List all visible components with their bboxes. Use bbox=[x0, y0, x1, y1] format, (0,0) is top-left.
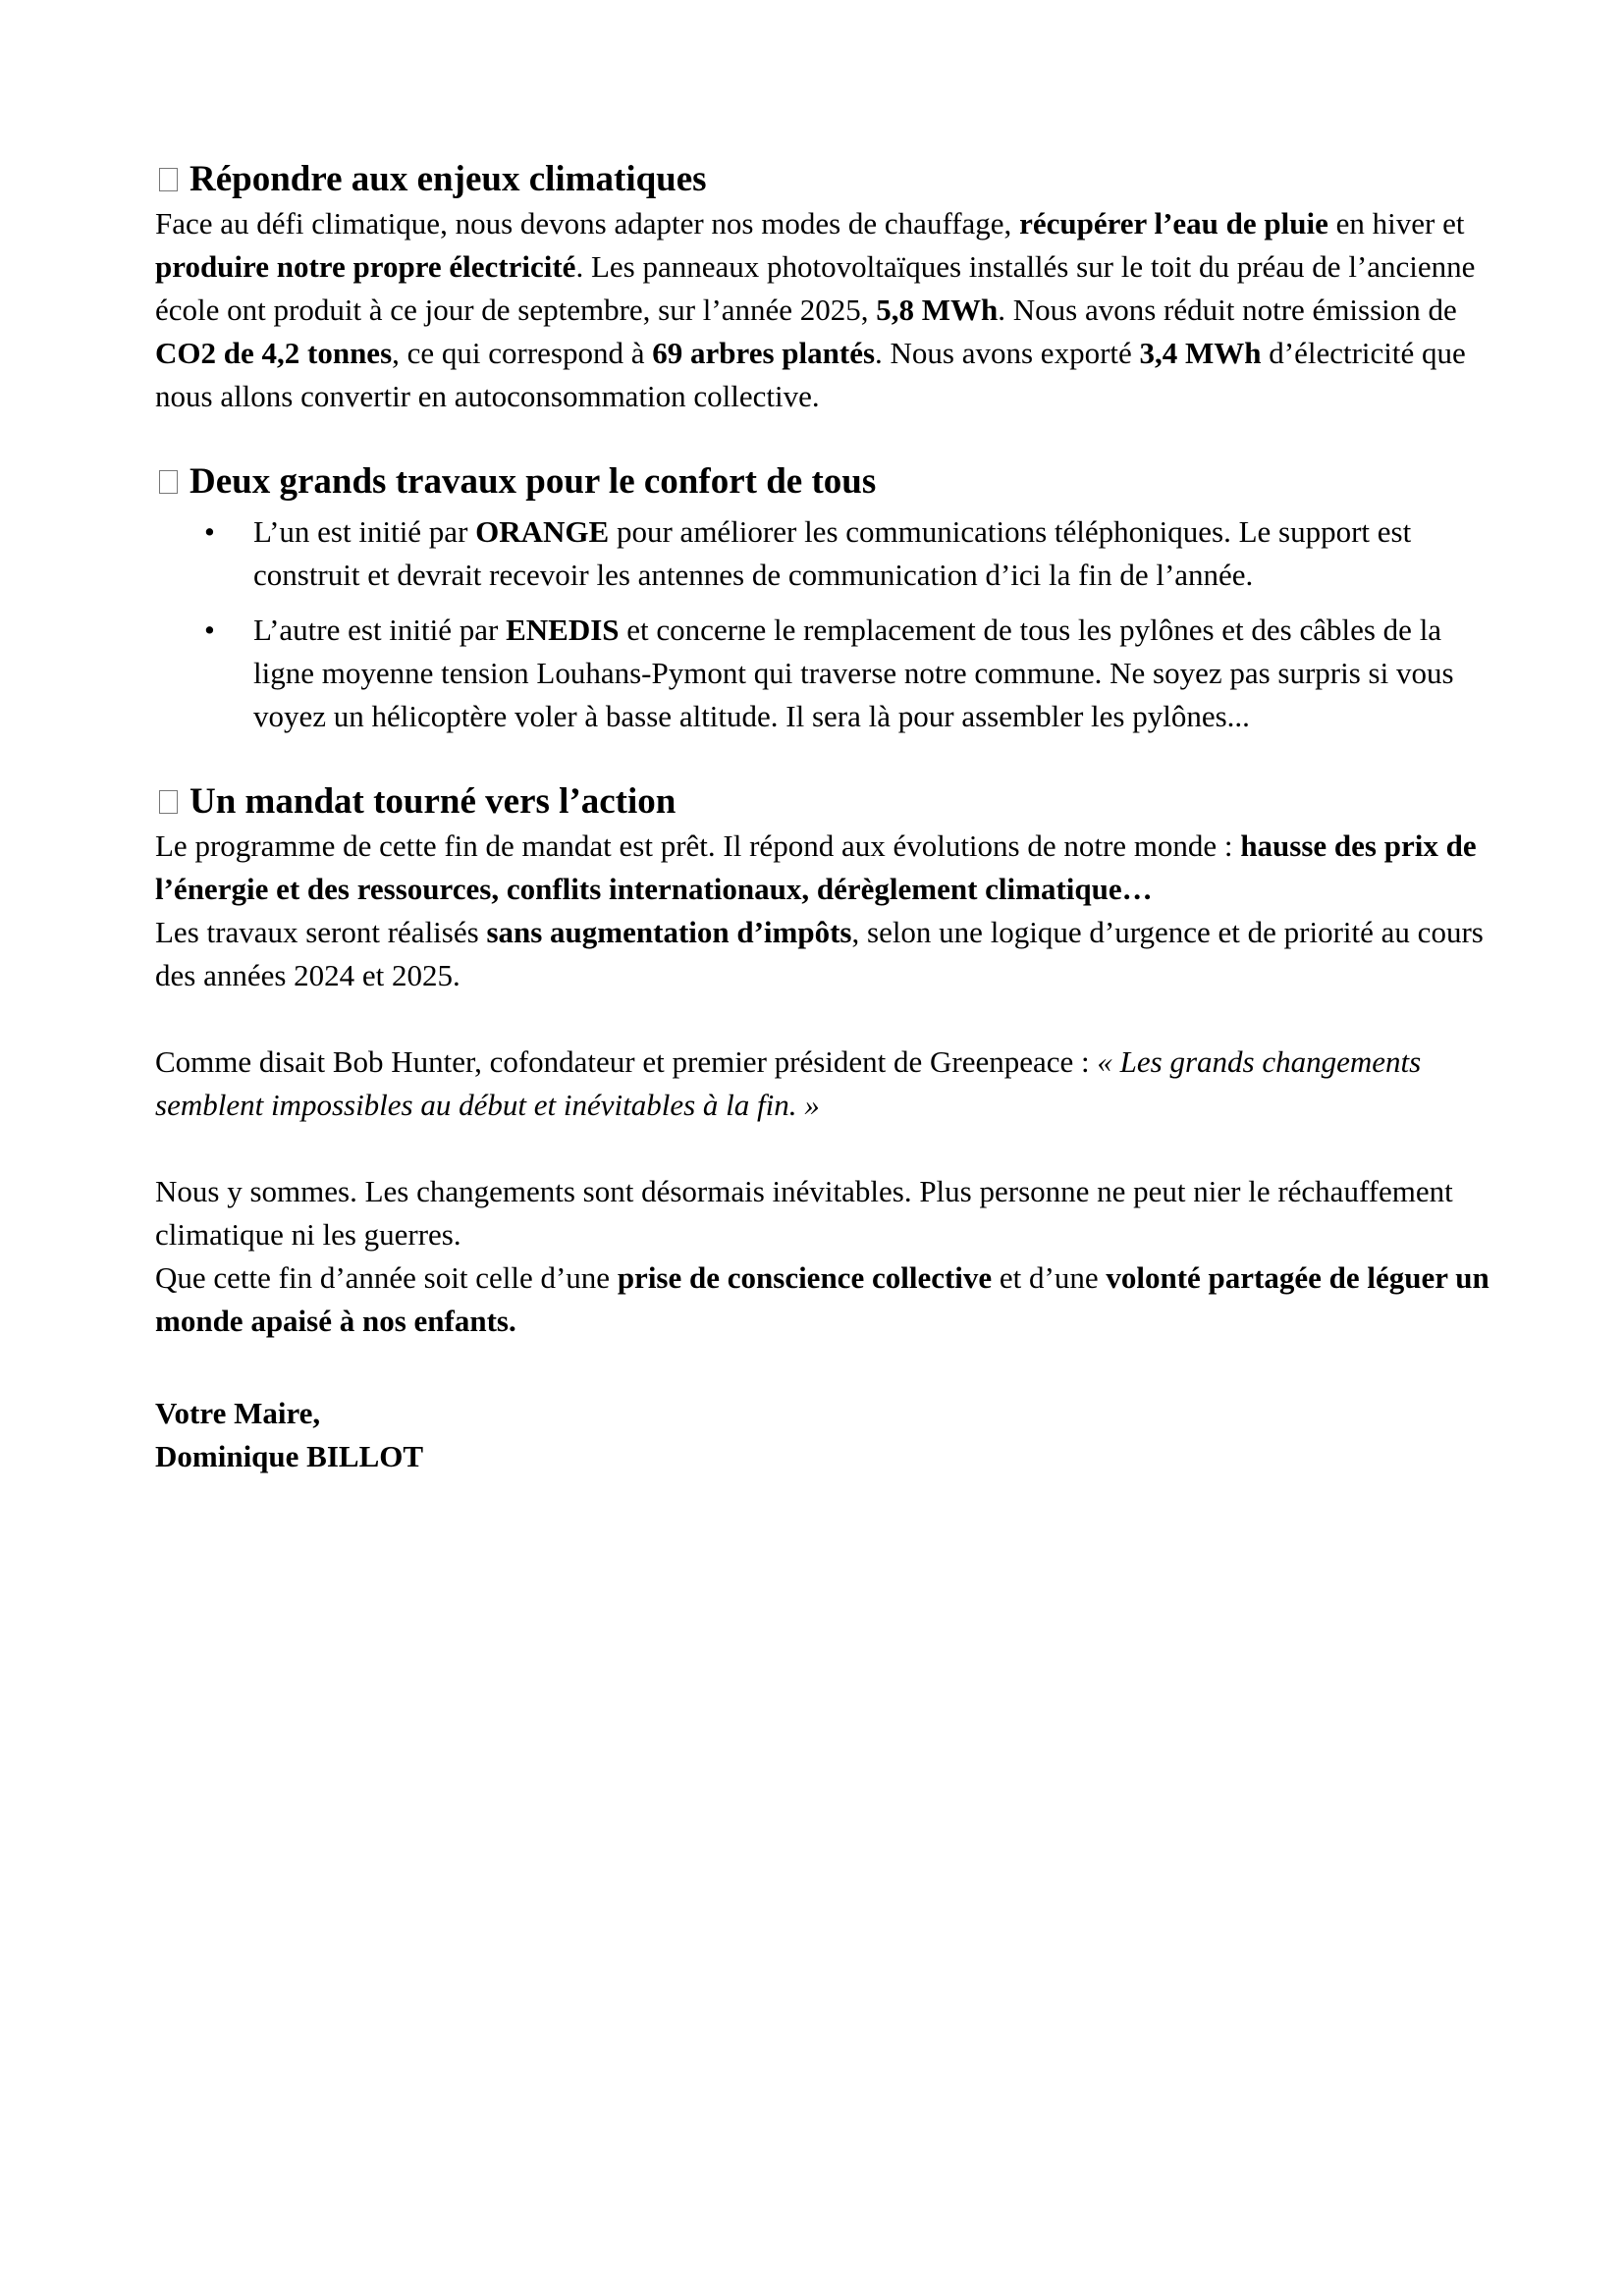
bold-run: ENEDIS bbox=[506, 613, 620, 647]
list-item bbox=[155, 510, 1490, 597]
text-run: Les travaux seront réalisés bbox=[155, 915, 487, 949]
section-title: Un mandat tourné vers l’action bbox=[189, 781, 677, 822]
bullet-icon: • bbox=[204, 514, 215, 549]
bold-run: récupérer l’eau de pluie bbox=[1019, 206, 1328, 240]
document-page bbox=[155, 157, 1490, 1478]
section-heading bbox=[155, 157, 1490, 202]
text-run: Le programme de cette fin de mandat est prêt. Il répond aux évolutions de notre monde : bbox=[155, 828, 1241, 863]
text-run: pour améliorer les communications téléphoniques. Le support est construit et devrait recevoir les antennes de communication d’ici la fin de l’année. bbox=[253, 514, 1412, 592]
signature-title: Votre Maire, bbox=[155, 1396, 321, 1430]
quote-run: « Les grands changements semblent impossibles au début et inévitables à la fin. » bbox=[155, 1044, 1422, 1122]
section-heading bbox=[155, 779, 1490, 825]
bold-run: 3,4 MWh bbox=[1139, 336, 1262, 370]
section-paragraph bbox=[155, 911, 1490, 997]
section-title: Répondre aux enjeux climatiques bbox=[189, 159, 707, 199]
section-paragraph bbox=[155, 825, 1490, 911]
signature-block bbox=[155, 1392, 1490, 1478]
section-works bbox=[155, 459, 1490, 738]
bold-run: hausse des prix de l’énergie et des ressources, conflits internationaux, dérèglement climatique… bbox=[155, 828, 1477, 906]
text-run: et concerne le remplacement de tous les pylônes et des câbles de la ligne moyenne tension Louhans-Pymont qui traverse notre commune. Ne soyez pas surpris si vous voyez un hélicoptère voler à basse altitude. Il sera là pour assembler les pylônes... bbox=[253, 613, 1454, 733]
text-run: L’autre est initié par bbox=[253, 613, 507, 647]
text-run: , selon une logique d’urgence et de priorité au cours des années 2024 et 2025. bbox=[155, 915, 1484, 992]
section-paragraph bbox=[155, 202, 1490, 418]
bullet-list bbox=[155, 510, 1490, 738]
section-heading bbox=[155, 459, 1490, 505]
text-run: , ce qui correspond à bbox=[392, 336, 653, 370]
text-run: . Les panneaux photovoltaïques installés sur le toit du préau de l’ancienne école ont produit à ce jour de septembre, sur l’année 2025, bbox=[155, 249, 1476, 327]
section-mandate bbox=[155, 779, 1490, 1343]
bold-run: produire notre propre électricité bbox=[155, 249, 576, 284]
missing-glyph-icon bbox=[159, 470, 178, 494]
section-title: Deux grands travaux pour le confort de tous bbox=[189, 461, 877, 502]
missing-glyph-icon bbox=[159, 168, 178, 191]
bold-run: prise de conscience collective bbox=[617, 1260, 993, 1295]
text-run: d’électricité que nous allons convertir en autoconsommation collective. bbox=[155, 336, 1466, 413]
bold-run: sans augmentation d’impôts bbox=[486, 915, 852, 949]
bold-run: ORANGE bbox=[475, 514, 610, 549]
bold-run: volonté partagée de léguer un monde apaisé à nos enfants. bbox=[155, 1260, 1489, 1338]
list-item bbox=[155, 609, 1490, 738]
quote-paragraph bbox=[155, 1041, 1490, 1127]
bold-run: 5,8 MWh bbox=[876, 293, 999, 327]
bullet-icon: • bbox=[204, 613, 215, 647]
text-run: et d’une bbox=[992, 1260, 1107, 1295]
missing-glyph-icon bbox=[159, 790, 178, 814]
text-run: Nous y sommes. Les changements sont désormais inévitables. Plus personne ne peut nier le réchauffement climatique ni les guerres. bbox=[155, 1174, 1453, 1252]
text-run: Comme disait Bob Hunter, cofondateur et premier président de Greenpeace : bbox=[155, 1044, 1098, 1079]
text-run: Que cette fin d’année soit celle d’une bbox=[155, 1260, 618, 1295]
text-run: L’un est initié par bbox=[253, 514, 476, 549]
text-run: . Nous avons exporté bbox=[875, 336, 1140, 370]
signature-name: Dominique BILLOT bbox=[155, 1439, 424, 1473]
bold-run: 69 arbres plantés bbox=[652, 336, 876, 370]
section-climate bbox=[155, 157, 1490, 418]
text-run: . Nous avons réduit notre émission de bbox=[998, 293, 1457, 327]
section-paragraph bbox=[155, 1170, 1490, 1256]
bold-run: CO2 de 4,2 tonnes bbox=[155, 336, 393, 370]
text-run: Face au défi climatique, nous devons adapter nos modes de chauffage, bbox=[155, 206, 1020, 240]
section-paragraph bbox=[155, 1256, 1490, 1343]
text-run: en hiver et bbox=[1327, 206, 1465, 240]
